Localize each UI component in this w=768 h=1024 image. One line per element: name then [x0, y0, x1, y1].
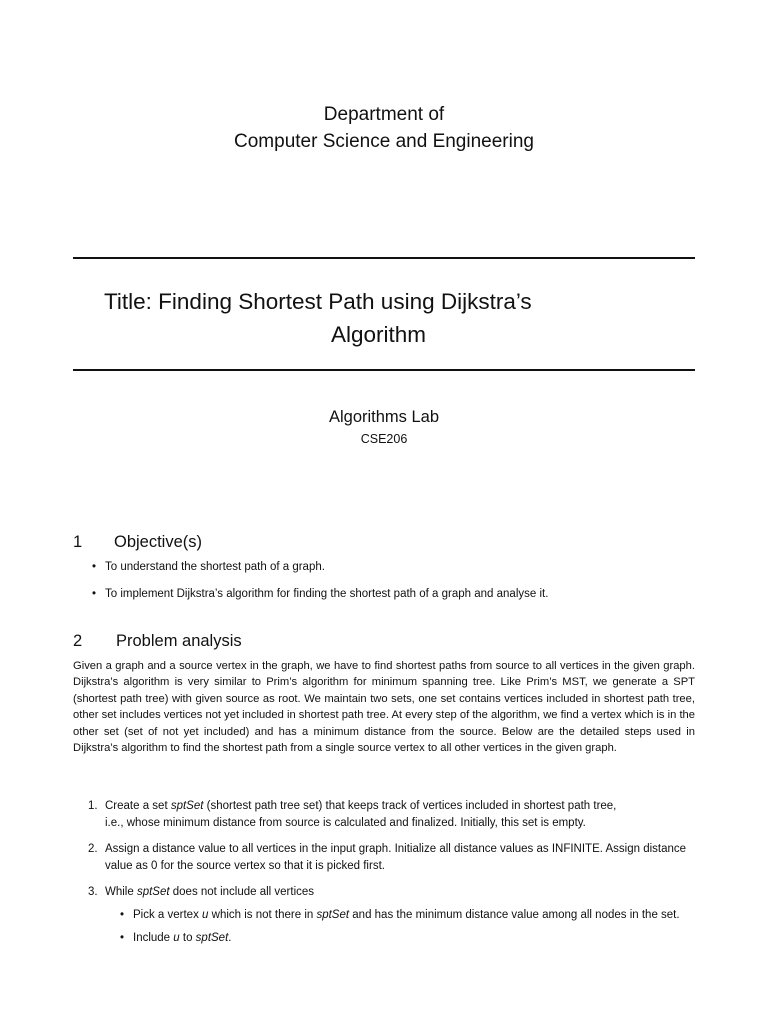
step-text: which is not there in	[208, 909, 317, 921]
substep-1	[120, 909, 680, 921]
objective-item	[92, 588, 549, 600]
step-text: Assign a distance value to all vertices in the input graph. Initialize all distance values as INFINITE. Assign distance	[105, 843, 687, 855]
step-number: 1.	[88, 800, 98, 812]
objective-text: To implement Dijkstra’s algorithm for finding the shortest path of a graph and analyse it.	[105, 588, 549, 600]
step-number: 2.	[88, 843, 98, 855]
step-text: .	[228, 932, 232, 944]
variable-sptset: sptSet	[316, 909, 350, 921]
variable-sptset: sptSet	[195, 932, 229, 944]
bullet-icon: •	[92, 561, 97, 573]
problem-analysis-paragraph: Given a graph and a source vertex in the graph, we have to find shortest paths from source to all vertices in the given graph. Dijkstra’s algorithm is very similar to Prim’s algorithm for minimum spanning tree. Like Prim’s MST, we generate a SPT (shortest path tree) with given source as root. We maintain two sets, one set contains vertices included in shortest path tree, other set includes vertices not yet included in shortest path tree. At every step of the algorithm, we find a vertex which is in the other set (set of not yet included) and has a minimum distance from the source. Below are the detailed steps used in Dijkstra’s algorithm to find the shortest path from a single source vertex to all other vertices in the given graph.	[73, 660, 695, 755]
variable-sptset: sptSet	[170, 800, 204, 812]
section-1-heading: Objective(s)	[114, 533, 203, 551]
title-line-1: Title: Finding Shortest Path using Dijkstra’s	[104, 289, 532, 314]
bullet-icon: •	[92, 588, 97, 600]
bullet-icon: •	[120, 909, 125, 921]
title-bottom-rule	[73, 369, 695, 371]
step-text: (shortest path tree set) that keeps track of vertices included in shortest path tree,	[203, 800, 617, 812]
step-text: value as 0 for the source vertex so that it is picked first.	[105, 859, 385, 872]
step-text: Create a set	[105, 800, 171, 812]
step-text: to	[179, 932, 196, 944]
section-1-number: 1	[73, 533, 83, 551]
variable-u: u	[202, 909, 209, 921]
step-number: 3.	[88, 886, 98, 898]
variable-sptset: sptSet	[136, 886, 170, 898]
department-line-1: Department of	[323, 104, 445, 125]
step-text: Pick a vertex	[133, 909, 203, 921]
variable-u: u	[173, 932, 180, 944]
department-line-2: Computer Science and Engineering	[234, 131, 534, 152]
objective-text: To understand the shortest path of a graph.	[105, 561, 325, 573]
objective-item	[92, 561, 325, 573]
step-text: and has the minimum distance value among all nodes in the set.	[349, 909, 680, 921]
step-3	[88, 884, 695, 901]
step-text: While	[105, 886, 137, 898]
step-text: Include	[133, 932, 174, 944]
course-code: CSE206	[360, 432, 408, 446]
step-text: i.e., whose minimum distance from source is calculated and finalized. Initially, this set is empty.	[105, 816, 586, 829]
title-line-2: Algorithm	[331, 322, 427, 347]
substep-2	[120, 932, 232, 944]
step-2	[88, 841, 695, 874]
section-2-number: 2	[73, 632, 83, 650]
bullet-icon: •	[120, 932, 125, 944]
step-1	[88, 798, 695, 831]
title-top-rule	[73, 257, 695, 259]
step-text: does not include all vertices	[169, 886, 315, 898]
course-name: Algorithms Lab	[328, 408, 440, 426]
section-2-heading: Problem analysis	[116, 632, 242, 650]
